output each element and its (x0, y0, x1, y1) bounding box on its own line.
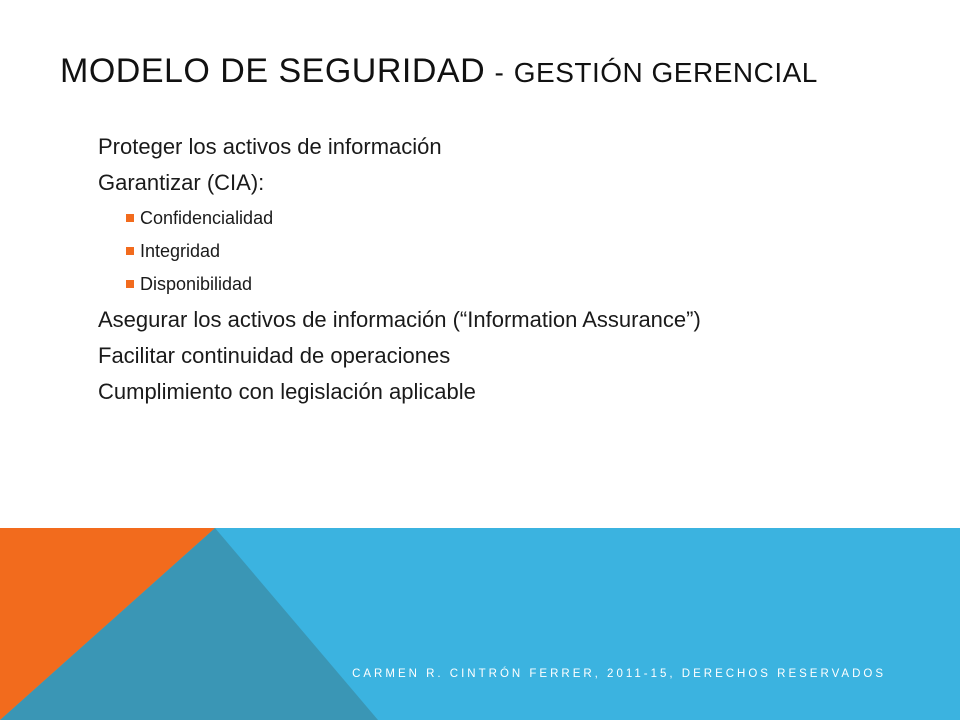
title-main: MODELO DE SEGURIDAD (60, 52, 486, 90)
point-protect-assets: Proteger los activos de información (98, 134, 442, 159)
point-guarantee-cia: Garantizar (CIA): (98, 170, 265, 195)
sub-point-label: Confidencialidad (140, 208, 274, 228)
bullet-content (98, 130, 938, 411)
point-business-continuity: Facilitar continuidad de operaciones (98, 343, 451, 368)
square-bullet-icon (126, 247, 134, 255)
sub-point-label: Integridad (140, 241, 221, 261)
sub-point-label: Disponibilidad (140, 274, 253, 294)
square-bullet-icon (126, 280, 134, 288)
slide-title (60, 52, 818, 91)
sub-point-integrity (98, 235, 938, 268)
title-subtitle: GESTIÓN GERENCIAL (513, 57, 818, 88)
footer-copyright: CARMEN R. CINTRÓN FERRER, 2011-15, DERECHOS RESERVADOS (352, 668, 886, 680)
point-information-assurance: Asegurar los activos de información (“Information Assurance”) (98, 307, 701, 332)
sub-point-availability (98, 268, 938, 301)
point-compliance: Cumplimiento con legislación aplicable (98, 379, 476, 404)
sub-point-confidentiality (98, 202, 938, 235)
footer-decoration (0, 528, 960, 720)
square-bullet-icon (126, 214, 134, 222)
title-separator: - (494, 57, 505, 88)
